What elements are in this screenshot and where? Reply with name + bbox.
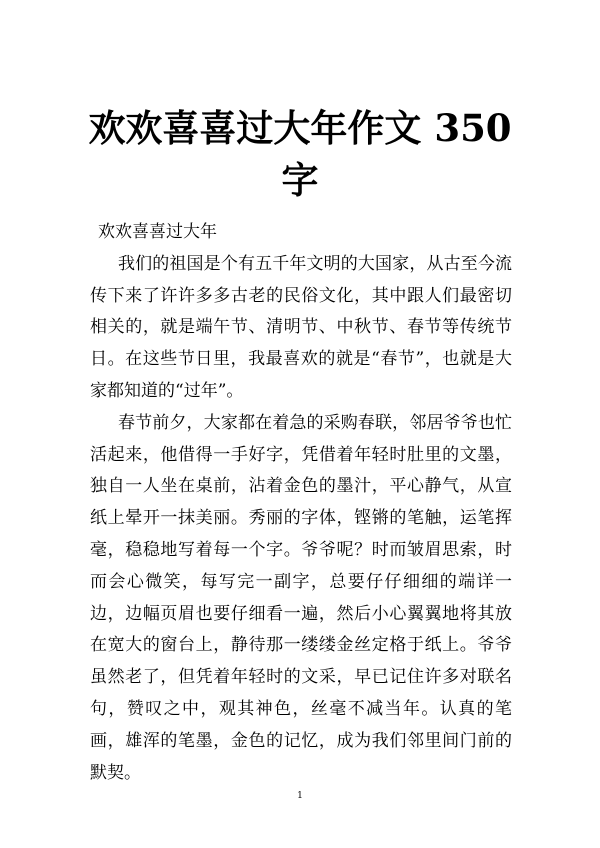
document-body [90, 217, 512, 789]
page-number: 1 [297, 791, 303, 801]
paragraph-1: 我们的祖国是个有五千年文明的大国家，从古至今流传下来了许许多多古老的民俗文化，其中跟人们最密切相关的，就是端午节、清明节、中秋节、春节等传统节日。在这些节日里，我最喜欢的就是“春节”，也就是大家都知道的“过年”。 [90, 253, 512, 401]
essay-subtitle: 欢欢喜喜过大年 [98, 222, 217, 242]
document-title: 欢欢喜喜过大年作文 350 字 [88, 106, 512, 202]
paragraph-2: 春节前夕，大家都在着急的采购春联，邻居爷爷也忙活起来，他借得一手好字，凭借着年轻时肚里的文墨，独自一人坐在桌前，沾着金色的墨汁，平心静气，从宣纸上晕开一抹美丽。秀丽的字体，铿锵的笔触，运笔挥毫，稳稳地写着每一个字。爷爷呢？时而皱眉思索，时而会心微笑，每写完一副字，总要仔仔细细的端详一边，边幅页眉也要仔细看一遍，然后小心翼翼地将其放在宽大的窗台上，静待那一缕缕金丝定格于纸上。爷爷虽然老了，但凭着年轻时的文采，早已记住许多对联名句，赞叹之中，观其神色，丝毫不减当年。认真的笔画，雄浑的笔墨，金色的记忆，成为我们邻里间门前的默契。 [90, 412, 512, 783]
